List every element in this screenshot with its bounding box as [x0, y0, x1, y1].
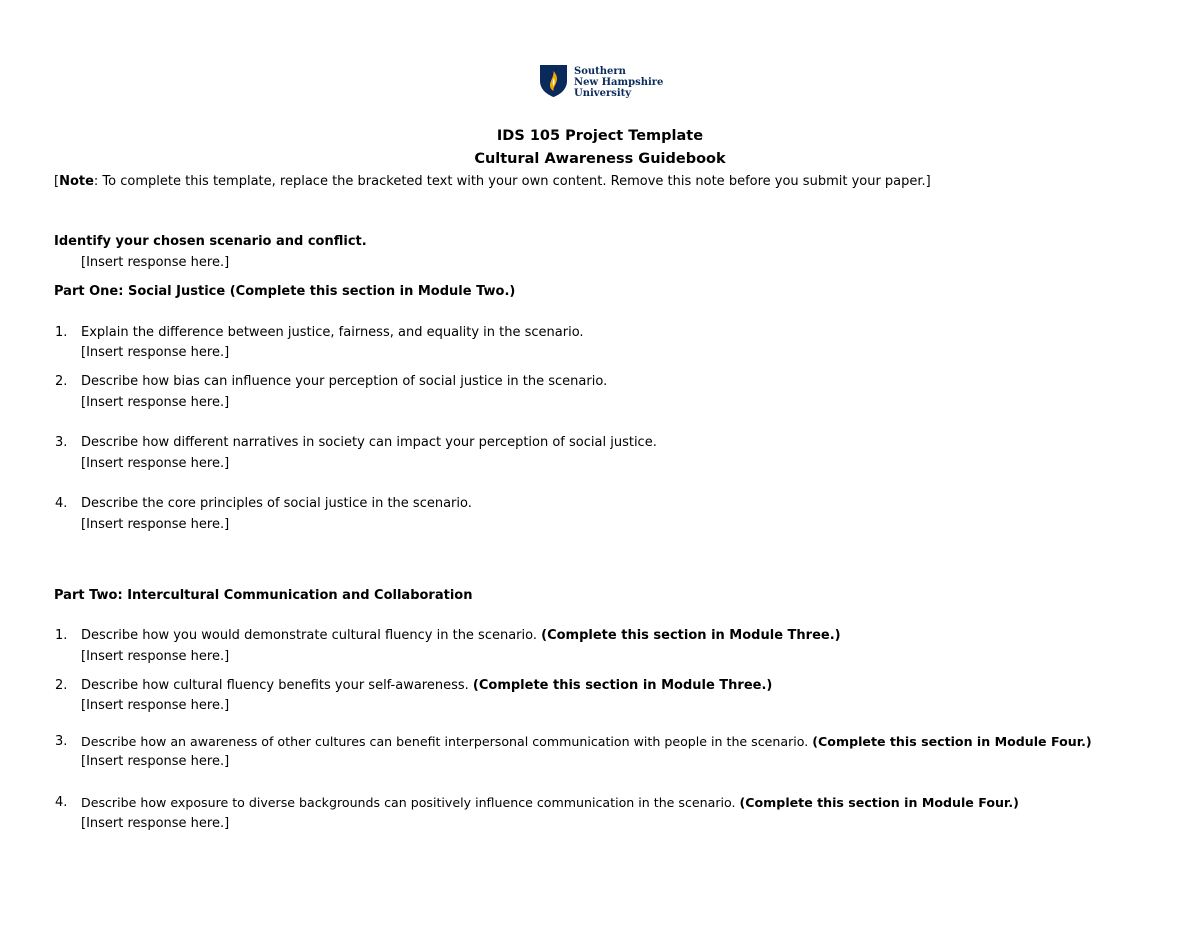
part-two-item-3-text	[81, 734, 1092, 749]
part-two-item-4-text	[81, 795, 1019, 810]
part-one-item-2-number: 2.	[55, 374, 68, 389]
part-two-item-4-prompt: Describe how exposure to diverse backgrounds can positively influence communication in the scenario.	[81, 795, 740, 810]
intro-response: [Insert response here.]	[81, 255, 230, 270]
part-two-item-2-response: [Insert response here.]	[81, 698, 230, 713]
part-two-item-3-prompt: Describe how an awareness of other cultures can benefit interpersonal communication with people in the scenario.	[81, 734, 813, 749]
part-one-heading: Part One: Social Justice (Complete this section in Module Two.)	[54, 284, 516, 299]
part-two-item-1-number: 1.	[55, 628, 68, 643]
part-two-item-2-prompt: Describe how cultural fluency benefits your self-awareness.	[81, 678, 473, 693]
part-two-item-4-number: 4.	[55, 795, 68, 810]
part-two-item-2-module-note: (Complete this section in Module Three.)	[472, 678, 773, 693]
part-one-item-3-text: Describe how different narratives in society can impact your perception of social justice.	[81, 435, 657, 450]
part-two-heading: Part Two: Intercultural Communication and Collaboration	[54, 588, 473, 603]
logo-line-2: New Hampshire	[574, 77, 664, 88]
document-title: IDS 105 Project Template	[496, 128, 704, 144]
intro-heading: Identify your chosen scenario and conflict.	[54, 234, 367, 249]
document-subtitle: Cultural Awareness Guidebook	[474, 151, 726, 167]
part-one-item-4-response: [Insert response here.]	[81, 517, 230, 532]
part-one-item-4-text: Describe the core principles of social justice in the scenario.	[81, 496, 472, 511]
part-two-item-1-response: [Insert response here.]	[81, 649, 230, 664]
part-one-item-3-number: 3.	[55, 435, 68, 450]
note-text: : To complete this template, replace the bracketed text with your own content. Remove this note before you submit your paper.]	[93, 174, 931, 189]
logo-line-3: University	[574, 88, 632, 99]
part-one-item-3-response: [Insert response here.]	[81, 456, 230, 471]
part-two-item-3-module-note: (Complete this section in Module Four.)	[812, 734, 1092, 749]
note-label: Note	[59, 174, 94, 189]
part-two-item-2-text	[81, 678, 772, 693]
part-two-item-3-number: 3.	[55, 734, 68, 749]
university-logo	[539, 64, 663, 99]
part-two-item-4-response: [Insert response here.]	[81, 816, 230, 831]
part-one-item-4-number: 4.	[55, 496, 68, 511]
part-one-item-1-number: 1.	[55, 325, 68, 340]
part-two-item-1-module-note: (Complete this section in Module Three.)	[541, 628, 841, 643]
part-one-item-2-text: Describe how bias can influence your perception of social justice in the scenario.	[81, 374, 608, 389]
flame-shield-icon	[539, 64, 568, 98]
part-two-item-2-number: 2.	[55, 678, 68, 693]
template-note	[54, 174, 931, 189]
part-two-item-1-text	[81, 628, 841, 643]
part-one-item-2-response: [Insert response here.]	[81, 395, 230, 410]
part-two-item-4-module-note: (Complete this section in Module Four.)	[739, 795, 1019, 810]
part-one-item-1-response: [Insert response here.]	[81, 345, 230, 360]
part-two-item-1-prompt: Describe how you would demonstrate cultural fluency in the scenario.	[81, 628, 542, 643]
logo-line-1: Southern	[574, 66, 626, 77]
part-two-item-3-response: [Insert response here.]	[81, 754, 230, 769]
note-open-bracket: [	[54, 174, 60, 189]
part-one-item-1-text: Explain the difference between justice, fairness, and equality in the scenario.	[81, 325, 584, 340]
